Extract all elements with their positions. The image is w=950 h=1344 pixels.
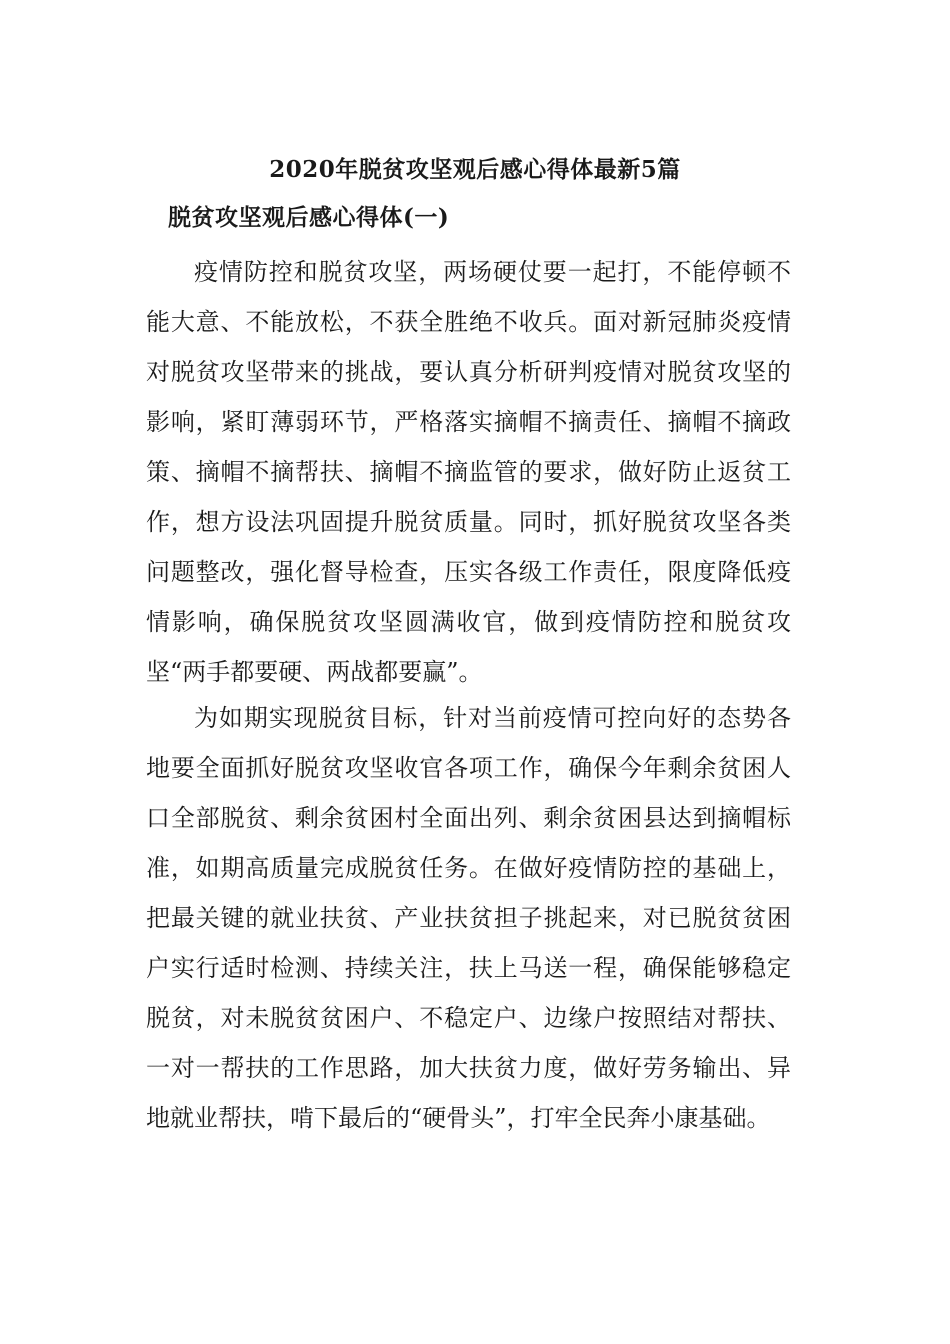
body-paragraph-block-1	[146, 247, 791, 697]
document-title: 2020年脱贫攻坚观后感心得体最新5篇	[269, 156, 681, 183]
section-heading: 脱贫攻坚观后感心得体(一)	[168, 204, 450, 231]
body-paragraph: 为如期实现脱贫目标，针对当前疫情可控向好的态势各地要全面抓好脱贫攻坚收官各项工作，确保今年剩余贫困人口全部脱贫、剩余贫困村全面出列、剩余贫困县达到摘帽标准，如期高质量完成脱贫任务。在做好疫情防控的基础上，把最关键的就业扶贫、产业扶贫担子挑起来，对已脱贫贫困户实行适时检测、持续关注，扶上马送一程，确保能够稳定脱贫，对未脱贫贫困户、不稳定户、边缘户按照结对帮扶、一对一帮扶的工作思路，加大扶贫力度，做好劳务输出、异地就业帮扶，啃下最后的“硬骨头”，打牢全民奔小康基础。	[146, 704, 791, 1132]
body-paragraph-block-2	[146, 693, 791, 1143]
body-paragraph: 疫情防控和脱贫攻坚，两场硬仗要一起打，不能停顿不能大意、不能放松，不获全胜绝不收兵。面对新冠肺炎疫情对脱贫攻坚带来的挑战，要认真分析研判疫情对脱贫攻坚的影响，紧盯薄弱环节，严格落实摘帽不摘责任、摘帽不摘政策、摘帽不摘帮扶、摘帽不摘监管的要求，做好防止返贫工作，想方设法巩固提升脱贫质量。同时，抓好脱贫攻坚各类问题整改，强化督导检查，压实各级工作责任，限度降低疫情影响，确保脱贫攻坚圆满收官，做到疫情防控和脱贫攻坚“两手都要硬、两战都要赢”。	[146, 258, 791, 686]
